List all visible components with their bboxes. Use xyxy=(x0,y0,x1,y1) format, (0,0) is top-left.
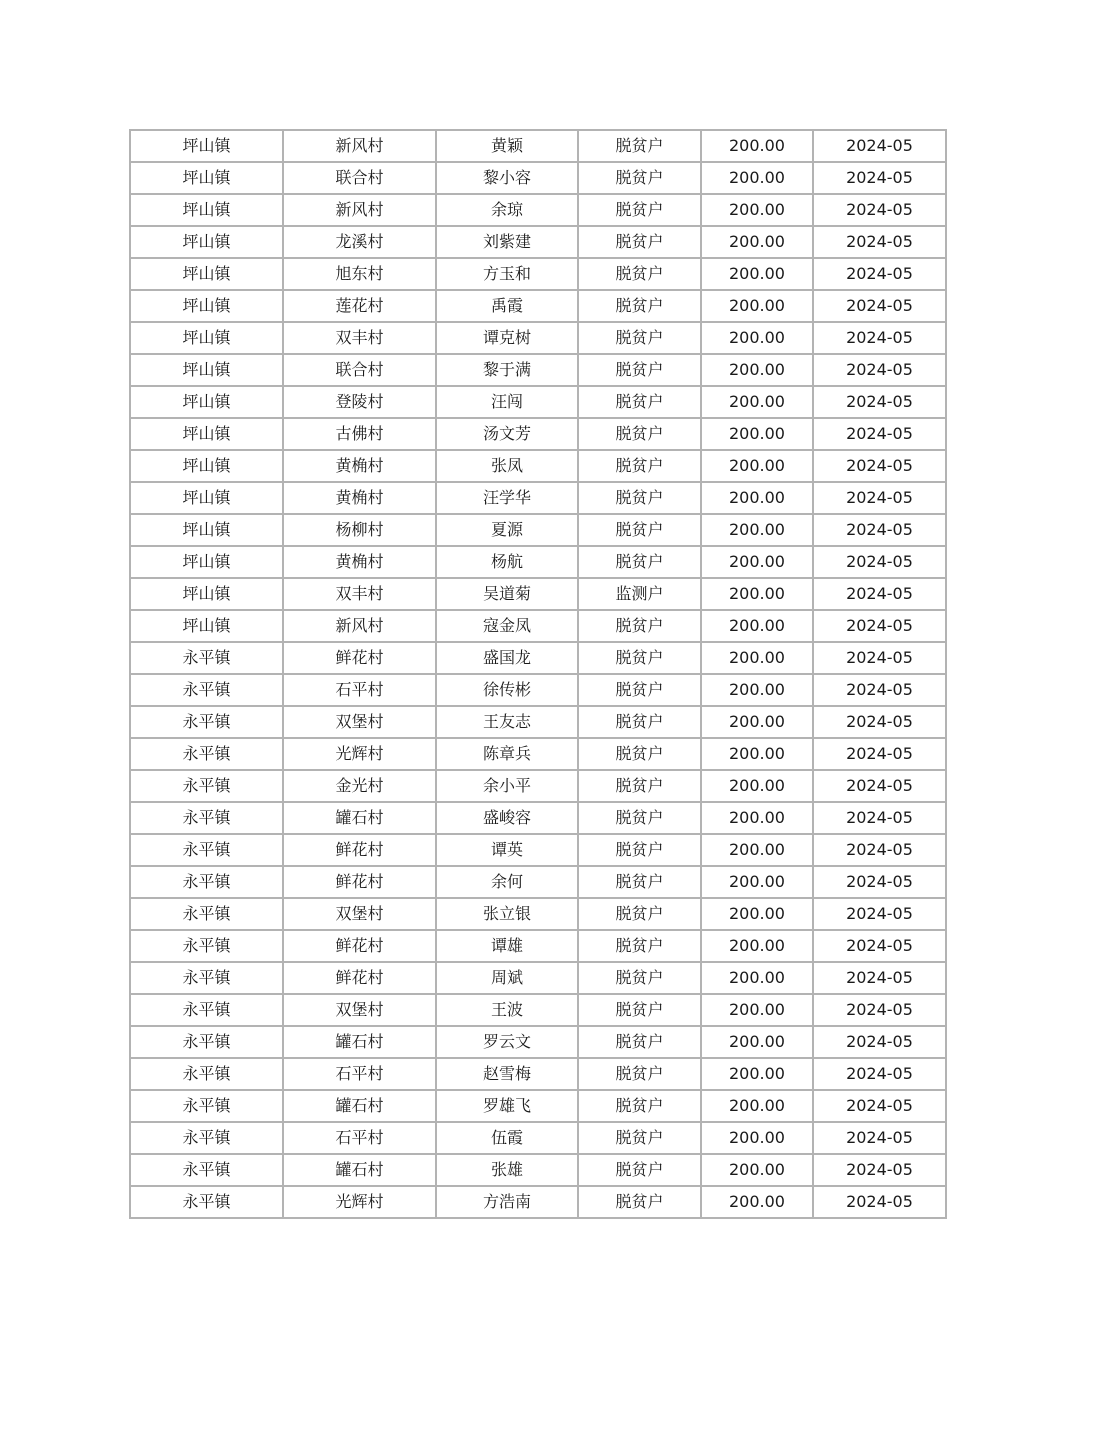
name-cell: 张雄 xyxy=(436,1154,578,1186)
amount-cell: 200.00 xyxy=(701,1026,813,1058)
name-cell: 夏源 xyxy=(436,514,578,546)
town-cell: 永平镇 xyxy=(130,642,283,674)
name-cell: 禹霞 xyxy=(436,290,578,322)
town-cell: 坪山镇 xyxy=(130,578,283,610)
village-cell: 旭东村 xyxy=(283,258,436,290)
town-cell: 永平镇 xyxy=(130,1122,283,1154)
period-cell: 2024-05 xyxy=(813,482,946,514)
table-row xyxy=(130,546,946,578)
amount-cell: 200.00 xyxy=(701,386,813,418)
household-type-cell: 脱贫户 xyxy=(578,738,701,770)
table-row xyxy=(130,898,946,930)
table-row xyxy=(130,578,946,610)
amount-cell: 200.00 xyxy=(701,610,813,642)
table-row xyxy=(130,482,946,514)
amount-cell: 200.00 xyxy=(701,1058,813,1090)
town-cell: 坪山镇 xyxy=(130,130,283,162)
table-row xyxy=(130,130,946,162)
amount-cell: 200.00 xyxy=(701,674,813,706)
name-cell: 黎于满 xyxy=(436,354,578,386)
table-row xyxy=(130,1026,946,1058)
period-cell: 2024-05 xyxy=(813,610,946,642)
town-cell: 坪山镇 xyxy=(130,386,283,418)
table-row xyxy=(130,738,946,770)
name-cell: 方浩南 xyxy=(436,1186,578,1218)
period-cell: 2024-05 xyxy=(813,354,946,386)
household-type-cell: 脱贫户 xyxy=(578,962,701,994)
period-cell: 2024-05 xyxy=(813,738,946,770)
amount-cell: 200.00 xyxy=(701,258,813,290)
household-type-cell: 脱贫户 xyxy=(578,194,701,226)
amount-cell: 200.00 xyxy=(701,450,813,482)
period-cell: 2024-05 xyxy=(813,514,946,546)
name-cell: 陈章兵 xyxy=(436,738,578,770)
village-cell: 罐石村 xyxy=(283,1090,436,1122)
amount-cell: 200.00 xyxy=(701,1186,813,1218)
household-type-cell: 脱贫户 xyxy=(578,1154,701,1186)
table-body xyxy=(130,130,946,1218)
household-type-cell: 脱贫户 xyxy=(578,770,701,802)
household-type-cell: 脱贫户 xyxy=(578,802,701,834)
name-cell: 谭雄 xyxy=(436,930,578,962)
town-cell: 永平镇 xyxy=(130,994,283,1026)
period-cell: 2024-05 xyxy=(813,866,946,898)
name-cell: 余琼 xyxy=(436,194,578,226)
period-cell: 2024-05 xyxy=(813,130,946,162)
table-row xyxy=(130,1154,946,1186)
household-type-cell: 脱贫户 xyxy=(578,290,701,322)
amount-cell: 200.00 xyxy=(701,1122,813,1154)
amount-cell: 200.00 xyxy=(701,194,813,226)
village-cell: 石平村 xyxy=(283,1122,436,1154)
period-cell: 2024-05 xyxy=(813,642,946,674)
household-type-cell: 脱贫户 xyxy=(578,322,701,354)
name-cell: 盛峻容 xyxy=(436,802,578,834)
table-row xyxy=(130,386,946,418)
town-cell: 永平镇 xyxy=(130,802,283,834)
town-cell: 永平镇 xyxy=(130,962,283,994)
period-cell: 2024-05 xyxy=(813,802,946,834)
period-cell: 2024-05 xyxy=(813,162,946,194)
period-cell: 2024-05 xyxy=(813,418,946,450)
period-cell: 2024-05 xyxy=(813,226,946,258)
amount-cell: 200.00 xyxy=(701,578,813,610)
town-cell: 坪山镇 xyxy=(130,418,283,450)
village-cell: 登陵村 xyxy=(283,386,436,418)
town-cell: 坪山镇 xyxy=(130,194,283,226)
period-cell: 2024-05 xyxy=(813,930,946,962)
period-cell: 2024-05 xyxy=(813,258,946,290)
village-cell: 鲜花村 xyxy=(283,834,436,866)
period-cell: 2024-05 xyxy=(813,1090,946,1122)
name-cell: 张立银 xyxy=(436,898,578,930)
period-cell: 2024-05 xyxy=(813,386,946,418)
name-cell: 寇金凤 xyxy=(436,610,578,642)
subsidy-table xyxy=(129,129,947,1219)
village-cell: 光辉村 xyxy=(283,1186,436,1218)
name-cell: 张凤 xyxy=(436,450,578,482)
name-cell: 汪闯 xyxy=(436,386,578,418)
household-type-cell: 脱贫户 xyxy=(578,1122,701,1154)
name-cell: 刘紫建 xyxy=(436,226,578,258)
name-cell: 黎小容 xyxy=(436,162,578,194)
period-cell: 2024-05 xyxy=(813,578,946,610)
amount-cell: 200.00 xyxy=(701,738,813,770)
amount-cell: 200.00 xyxy=(701,994,813,1026)
table-row xyxy=(130,866,946,898)
household-type-cell: 脱贫户 xyxy=(578,1058,701,1090)
period-cell: 2024-05 xyxy=(813,834,946,866)
table-row xyxy=(130,802,946,834)
town-cell: 永平镇 xyxy=(130,674,283,706)
amount-cell: 200.00 xyxy=(701,802,813,834)
amount-cell: 200.00 xyxy=(701,226,813,258)
village-cell: 鲜花村 xyxy=(283,642,436,674)
town-cell: 永平镇 xyxy=(130,898,283,930)
name-cell: 杨航 xyxy=(436,546,578,578)
amount-cell: 200.00 xyxy=(701,290,813,322)
name-cell: 盛国龙 xyxy=(436,642,578,674)
village-cell: 新风村 xyxy=(283,130,436,162)
village-cell: 黄桷村 xyxy=(283,482,436,514)
household-type-cell: 脱贫户 xyxy=(578,674,701,706)
town-cell: 坪山镇 xyxy=(130,162,283,194)
table-row xyxy=(130,770,946,802)
period-cell: 2024-05 xyxy=(813,1026,946,1058)
household-type-cell: 脱贫户 xyxy=(578,706,701,738)
amount-cell: 200.00 xyxy=(701,514,813,546)
period-cell: 2024-05 xyxy=(813,1122,946,1154)
household-type-cell: 脱贫户 xyxy=(578,642,701,674)
amount-cell: 200.00 xyxy=(701,546,813,578)
table-row xyxy=(130,674,946,706)
amount-cell: 200.00 xyxy=(701,1154,813,1186)
table-row xyxy=(130,930,946,962)
town-cell: 坪山镇 xyxy=(130,258,283,290)
name-cell: 周斌 xyxy=(436,962,578,994)
household-type-cell: 脱贫户 xyxy=(578,930,701,962)
household-type-cell: 脱贫户 xyxy=(578,514,701,546)
period-cell: 2024-05 xyxy=(813,962,946,994)
village-cell: 新风村 xyxy=(283,610,436,642)
table-row xyxy=(130,290,946,322)
amount-cell: 200.00 xyxy=(701,930,813,962)
village-cell: 罐石村 xyxy=(283,1026,436,1058)
household-type-cell: 脱贫户 xyxy=(578,354,701,386)
village-cell: 鲜花村 xyxy=(283,930,436,962)
period-cell: 2024-05 xyxy=(813,450,946,482)
amount-cell: 200.00 xyxy=(701,1090,813,1122)
period-cell: 2024-05 xyxy=(813,1154,946,1186)
name-cell: 伍霞 xyxy=(436,1122,578,1154)
village-cell: 新风村 xyxy=(283,194,436,226)
village-cell: 光辉村 xyxy=(283,738,436,770)
amount-cell: 200.00 xyxy=(701,162,813,194)
town-cell: 坪山镇 xyxy=(130,322,283,354)
name-cell: 汤文芳 xyxy=(436,418,578,450)
household-type-cell: 脱贫户 xyxy=(578,1186,701,1218)
household-type-cell: 脱贫户 xyxy=(578,258,701,290)
name-cell: 方玉和 xyxy=(436,258,578,290)
name-cell: 罗云文 xyxy=(436,1026,578,1058)
town-cell: 永平镇 xyxy=(130,1154,283,1186)
village-cell: 龙溪村 xyxy=(283,226,436,258)
period-cell: 2024-05 xyxy=(813,706,946,738)
town-cell: 坪山镇 xyxy=(130,546,283,578)
table-row xyxy=(130,642,946,674)
table-row xyxy=(130,450,946,482)
period-cell: 2024-05 xyxy=(813,770,946,802)
town-cell: 永平镇 xyxy=(130,706,283,738)
name-cell: 谭克树 xyxy=(436,322,578,354)
amount-cell: 200.00 xyxy=(701,130,813,162)
period-cell: 2024-05 xyxy=(813,674,946,706)
village-cell: 石平村 xyxy=(283,674,436,706)
period-cell: 2024-05 xyxy=(813,898,946,930)
village-cell: 金光村 xyxy=(283,770,436,802)
table-row xyxy=(130,834,946,866)
table-row xyxy=(130,1058,946,1090)
village-cell: 黄桷村 xyxy=(283,546,436,578)
name-cell: 王波 xyxy=(436,994,578,1026)
name-cell: 余何 xyxy=(436,866,578,898)
period-cell: 2024-05 xyxy=(813,994,946,1026)
town-cell: 坪山镇 xyxy=(130,354,283,386)
town-cell: 永平镇 xyxy=(130,738,283,770)
household-type-cell: 脱贫户 xyxy=(578,866,701,898)
household-type-cell: 脱贫户 xyxy=(578,226,701,258)
amount-cell: 200.00 xyxy=(701,770,813,802)
household-type-cell: 脱贫户 xyxy=(578,130,701,162)
household-type-cell: 脱贫户 xyxy=(578,546,701,578)
village-cell: 联合村 xyxy=(283,162,436,194)
amount-cell: 200.00 xyxy=(701,962,813,994)
town-cell: 永平镇 xyxy=(130,1026,283,1058)
household-type-cell: 脱贫户 xyxy=(578,482,701,514)
village-cell: 双堡村 xyxy=(283,994,436,1026)
period-cell: 2024-05 xyxy=(813,290,946,322)
name-cell: 赵雪梅 xyxy=(436,1058,578,1090)
town-cell: 坪山镇 xyxy=(130,226,283,258)
town-cell: 永平镇 xyxy=(130,1090,283,1122)
table-row xyxy=(130,258,946,290)
table-row xyxy=(130,162,946,194)
village-cell: 莲花村 xyxy=(283,290,436,322)
period-cell: 2024-05 xyxy=(813,1058,946,1090)
town-cell: 永平镇 xyxy=(130,770,283,802)
name-cell: 谭英 xyxy=(436,834,578,866)
town-cell: 永平镇 xyxy=(130,866,283,898)
town-cell: 坪山镇 xyxy=(130,482,283,514)
amount-cell: 200.00 xyxy=(701,322,813,354)
amount-cell: 200.00 xyxy=(701,642,813,674)
village-cell: 双堡村 xyxy=(283,706,436,738)
table-row xyxy=(130,354,946,386)
town-cell: 坪山镇 xyxy=(130,290,283,322)
village-cell: 联合村 xyxy=(283,354,436,386)
table-row xyxy=(130,514,946,546)
village-cell: 杨柳村 xyxy=(283,514,436,546)
town-cell: 永平镇 xyxy=(130,1058,283,1090)
table-row xyxy=(130,1122,946,1154)
village-cell: 双丰村 xyxy=(283,322,436,354)
household-type-cell: 脱贫户 xyxy=(578,418,701,450)
village-cell: 鲜花村 xyxy=(283,866,436,898)
household-type-cell: 脱贫户 xyxy=(578,1090,701,1122)
name-cell: 徐传彬 xyxy=(436,674,578,706)
amount-cell: 200.00 xyxy=(701,706,813,738)
name-cell: 王友志 xyxy=(436,706,578,738)
amount-cell: 200.00 xyxy=(701,354,813,386)
table-row xyxy=(130,194,946,226)
amount-cell: 200.00 xyxy=(701,418,813,450)
table-row xyxy=(130,322,946,354)
table-row xyxy=(130,226,946,258)
village-cell: 古佛村 xyxy=(283,418,436,450)
town-cell: 永平镇 xyxy=(130,834,283,866)
name-cell: 吴道菊 xyxy=(436,578,578,610)
amount-cell: 200.00 xyxy=(701,834,813,866)
household-type-cell: 脱贫户 xyxy=(578,898,701,930)
town-cell: 坪山镇 xyxy=(130,450,283,482)
name-cell: 余小平 xyxy=(436,770,578,802)
period-cell: 2024-05 xyxy=(813,1186,946,1218)
village-cell: 黄桷村 xyxy=(283,450,436,482)
household-type-cell: 监测户 xyxy=(578,578,701,610)
household-type-cell: 脱贫户 xyxy=(578,1026,701,1058)
table-row xyxy=(130,610,946,642)
village-cell: 双堡村 xyxy=(283,898,436,930)
name-cell: 罗雄飞 xyxy=(436,1090,578,1122)
amount-cell: 200.00 xyxy=(701,898,813,930)
town-cell: 坪山镇 xyxy=(130,610,283,642)
household-type-cell: 脱贫户 xyxy=(578,162,701,194)
town-cell: 永平镇 xyxy=(130,1186,283,1218)
village-cell: 罐石村 xyxy=(283,1154,436,1186)
village-cell: 鲜花村 xyxy=(283,962,436,994)
town-cell: 永平镇 xyxy=(130,930,283,962)
name-cell: 汪学华 xyxy=(436,482,578,514)
village-cell: 石平村 xyxy=(283,1058,436,1090)
town-cell: 坪山镇 xyxy=(130,514,283,546)
table-row xyxy=(130,1186,946,1218)
table-row xyxy=(130,994,946,1026)
household-type-cell: 脱贫户 xyxy=(578,994,701,1026)
household-type-cell: 脱贫户 xyxy=(578,386,701,418)
household-type-cell: 脱贫户 xyxy=(578,834,701,866)
table-row xyxy=(130,1090,946,1122)
village-cell: 罐石村 xyxy=(283,802,436,834)
table-row xyxy=(130,962,946,994)
household-type-cell: 脱贫户 xyxy=(578,610,701,642)
period-cell: 2024-05 xyxy=(813,546,946,578)
table-row xyxy=(130,418,946,450)
village-cell: 双丰村 xyxy=(283,578,436,610)
amount-cell: 200.00 xyxy=(701,866,813,898)
amount-cell: 200.00 xyxy=(701,482,813,514)
table-row xyxy=(130,706,946,738)
household-type-cell: 脱贫户 xyxy=(578,450,701,482)
period-cell: 2024-05 xyxy=(813,194,946,226)
period-cell: 2024-05 xyxy=(813,322,946,354)
name-cell: 黄颖 xyxy=(436,130,578,162)
